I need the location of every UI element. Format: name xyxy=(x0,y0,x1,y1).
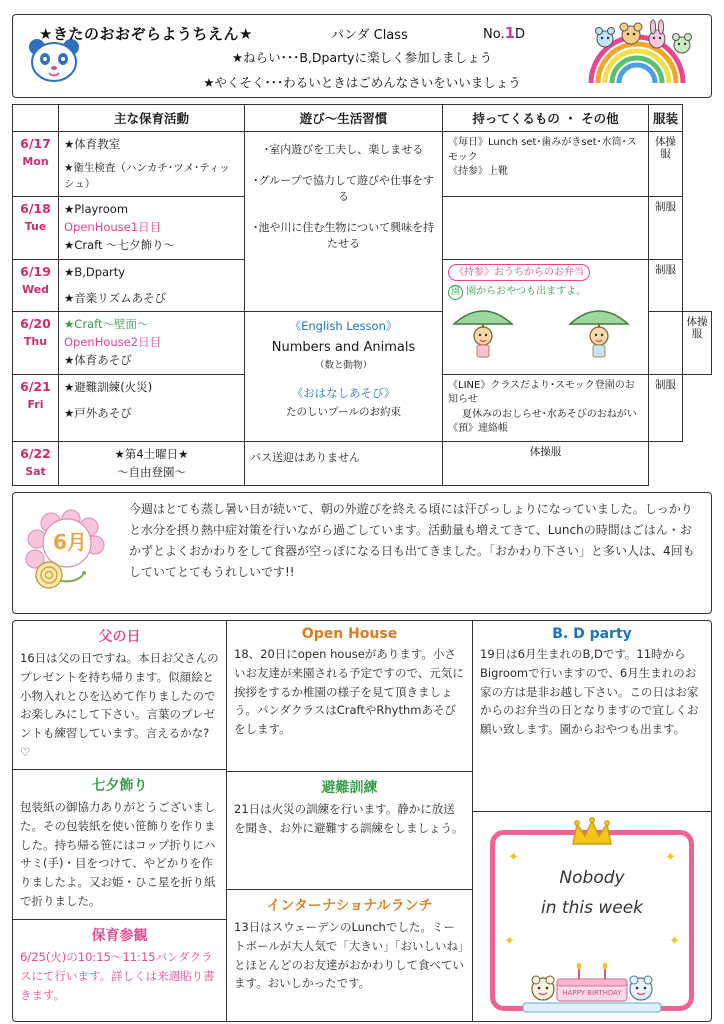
issue-number-label: No. xyxy=(483,27,505,42)
bus-notice: バス送迎はありません xyxy=(250,450,360,464)
activity-item: ★音楽リズムあそび xyxy=(64,290,167,305)
wear-fri xyxy=(649,374,683,441)
english-lesson-note: （数と動物） xyxy=(314,360,372,372)
panel-body: 13日はスウェーデンのLunchでした。ミートボールが大人気で「大きい」「おいしいね」とほとんどのお友達がおかわりして食べています。おいしかったです。 xyxy=(234,920,464,991)
col-date xyxy=(13,105,59,132)
panel-bd-party xyxy=(473,621,711,811)
bring-cell-wed xyxy=(443,259,649,374)
activity-item: ★戸外あそび xyxy=(64,405,132,420)
issue-number xyxy=(483,24,525,42)
wear-text: 体操服 xyxy=(686,316,708,341)
row-date-fri xyxy=(13,374,59,441)
play-item: ･室内遊びを工夫し、楽しませる xyxy=(263,143,424,156)
row-activities-sat xyxy=(59,441,245,486)
bring-item: 夏休みのおしらせ･水あそびのおねがい xyxy=(462,408,637,420)
cake-label: HAPPY BIRTHDAY xyxy=(562,989,622,998)
row-date-mon xyxy=(13,132,59,197)
bring-snack-note xyxy=(448,284,643,300)
bring-cell-fri xyxy=(443,374,649,441)
wear-sat xyxy=(443,441,649,486)
notes-column-right xyxy=(473,621,711,1021)
row-date-sat xyxy=(13,441,59,486)
bring-snack-text: 園からおやつも出ますよ。 xyxy=(466,285,587,297)
story-sub: たのしいプールのお約束 xyxy=(286,405,401,418)
activity-item: ★第4土曜日★ xyxy=(114,446,189,461)
day-value: Thu xyxy=(23,335,48,349)
date-value: 6/21 xyxy=(20,378,51,394)
day-value: Wed xyxy=(21,282,50,296)
panel-evacuation-drill xyxy=(227,771,472,889)
panel-body: 19日は6月生まれのB,Dです。11時からBigroomで行いますので、6月生まれのお家の方は是非お越し下さい。この日はお家からのお弁当の日となりますので宜しくお願い致します。園からおやつも出ます。 xyxy=(480,647,699,736)
bring-item: 《LINE》クラスだより･スモック登園のお知らせ xyxy=(448,379,635,406)
issue-number-value: 1 xyxy=(504,24,516,42)
story-title: 《おはなしあそび》 xyxy=(291,386,396,401)
birthday-line-1: Nobody xyxy=(559,868,625,889)
wear-mon xyxy=(649,132,683,197)
wear-text: 制服 xyxy=(655,263,676,276)
panel-body: 包装紙の御協力ありがとうございました。その包装紙を使い笹飾りを作りました。持ち帰る笹にはコップ折りにハサミ(手)・目をつけて、やどかりを作りましたよ。又お姫・ひこ星を折り紙で折りました。 xyxy=(20,800,216,908)
wear-thu xyxy=(683,312,712,374)
wear-text: 制服 xyxy=(655,378,676,391)
date-value: 6/22 xyxy=(20,445,51,461)
col-wear: 服装 xyxy=(649,105,683,132)
month-badge xyxy=(23,509,119,599)
date-value: 6/20 xyxy=(20,316,51,332)
activity-item: ★避難訓練(火災) xyxy=(64,379,153,394)
panel-class-observation xyxy=(13,919,226,1023)
date-value: 6/17 xyxy=(20,136,51,151)
col-bring: 持ってくるもの ・ その他 xyxy=(443,105,649,132)
english-lesson-cell xyxy=(245,312,443,441)
activity-item-openhouse: OpenHouse2日目 xyxy=(64,335,162,350)
kid-umbrella-icon-2 xyxy=(566,304,632,360)
notes-column-left xyxy=(13,621,227,1021)
panel-body: 16日は父の日ですね。本日お父さんのプレゼントを持ち帰ります。似顔絵と小物入れとひを込めて作りましたのでお楽しみにして下さい。言葉のプレゼントも練習しています。言えるかな?♡ xyxy=(20,651,219,759)
sparkle-icon: ✦ xyxy=(665,850,676,866)
flower-snail-icon xyxy=(23,509,119,599)
activity-item-openhouse: OpenHouse1日目 xyxy=(64,220,162,235)
birthday-cake-icon xyxy=(517,953,667,1015)
birthday-card xyxy=(480,816,704,1021)
play-cell xyxy=(245,132,443,312)
date-value: 6/19 xyxy=(20,263,51,279)
wear-wed xyxy=(649,259,683,312)
panel-title: 七夕飾り xyxy=(91,778,148,795)
wear-text: 体操服 xyxy=(529,445,562,458)
panel-open-house xyxy=(227,621,472,771)
row-activities-tue xyxy=(59,197,245,259)
activity-item: ★衛生検査（ハンカチ･ツメ･ティッシュ） xyxy=(64,161,230,191)
bring-item: 《持参》上靴 xyxy=(448,166,508,177)
aim-line: ★ねらい･･･B,Dpartyに楽しく参加しましょう xyxy=(231,50,493,65)
row-date-tue xyxy=(13,197,59,259)
table-row xyxy=(13,132,712,197)
bring-cell-tue xyxy=(443,197,649,259)
bring-cell-thu xyxy=(649,312,683,374)
table-header-row xyxy=(13,105,712,132)
date-value: 6/18 xyxy=(20,201,51,217)
kid-umbrella-icon xyxy=(450,304,516,360)
promise-line: ★やくそく･･･わるいときはごめんなさいをいいましょう xyxy=(203,75,521,90)
sparkle-icon: ✦ xyxy=(669,934,680,950)
day-value: Sat xyxy=(25,464,46,478)
bring-cell-sat xyxy=(245,441,443,486)
month-label: 6月 xyxy=(53,530,87,555)
bring-item: 《預》連絡帳 xyxy=(448,423,508,435)
english-lesson-sub: Numbers and Animals xyxy=(271,339,416,355)
panel-fathers-day xyxy=(13,621,226,769)
panel-body: 6/25(火)の10:15～11:15パンダクラスにて行います。詳しくは来週貼り書きます。 xyxy=(20,950,215,1002)
panel-title: インターナショナルランチ xyxy=(266,898,433,915)
activity-item: ★Craft ～七夕飾り～ xyxy=(64,237,176,252)
panel-body: 21日は火災の訓練を行います。静かに放送を聞き、お外に避難する訓練をしましょう。 xyxy=(234,802,464,836)
row-activities-fri xyxy=(59,374,245,441)
panel-title: 保育参観 xyxy=(91,928,148,945)
header xyxy=(12,14,712,98)
activity-item: ★体育教室 xyxy=(64,137,121,151)
panel-birthday-card xyxy=(473,811,711,1023)
panel-title: B. D party xyxy=(552,626,632,643)
en-circle-icon: 園 xyxy=(448,285,463,300)
panel-tanabata xyxy=(13,769,226,919)
row-date-thu xyxy=(13,312,59,374)
panel-title: Open House xyxy=(301,626,398,643)
bring-cell-mon xyxy=(443,132,649,197)
crown-icon xyxy=(569,816,615,850)
col-play: 遊び～生活習慣 xyxy=(245,105,443,132)
wear-tue xyxy=(649,197,683,259)
activity-item: ★B,Dparty xyxy=(64,264,126,279)
row-activities-mon xyxy=(59,132,245,197)
sparkle-icon: ✦ xyxy=(504,934,515,950)
sparkle-icon: ✦ xyxy=(508,850,519,866)
wear-text: 体操服 xyxy=(655,136,676,161)
row-activities-thu xyxy=(59,312,245,374)
panel-international-lunch xyxy=(227,889,472,1023)
notes-grid xyxy=(12,620,712,1022)
row-date-wed xyxy=(13,259,59,312)
english-lesson-title: 《English Lesson》 xyxy=(289,319,398,334)
issue-number-suffix: D xyxy=(515,27,526,42)
activity-item: ★Craft～壁面～ xyxy=(64,317,149,332)
panel-body: 18、20日にopen houseがあります。小さいお友達が来園される予定ですので、元気に挨拶をするか椎園の様子を見て頂きましょう。パンダクラスはCraftやRhythmあそびをします。 xyxy=(234,647,464,736)
row-activities-wed xyxy=(59,259,245,312)
panel-title: 避難訓練 xyxy=(321,780,378,797)
day-value: Mon xyxy=(22,154,49,168)
activity-item: ★体育あそび xyxy=(64,353,132,368)
monthly-message-block xyxy=(12,492,712,614)
wear-text: 制服 xyxy=(655,201,676,214)
birthday-line-2: in this week xyxy=(541,898,643,919)
weekly-schedule-table xyxy=(12,104,712,486)
table-row xyxy=(13,441,712,486)
day-value: Tue xyxy=(24,220,47,234)
class-name: パンダ Class xyxy=(331,28,408,43)
play-item: ･グループで協力して遊びや仕事をする xyxy=(253,173,434,203)
col-activities: 主な保育活動 xyxy=(59,105,245,132)
day-value: Fri xyxy=(27,397,44,411)
activity-item: ～自由登園～ xyxy=(117,464,186,479)
panel-title: 父の日 xyxy=(98,629,141,646)
bring-item: 《毎日》Lunch set･歯みがきset･水筒･スモック xyxy=(448,137,637,163)
bring-bento-note: 《持参》おうちからのお弁当 xyxy=(448,264,590,281)
monthly-message-text: 今週はとても蒸し暑い日が続いて、朝の外遊びを終える頃には汗びっしょりになっていました。しっかりと水分を摂り熱中症対策を行いながら過ごしています。活動量も増えてきて、Lunchの時間はごはん・おかずとよくおかわりをして食器が空っぽになる日も出てきました。「おかわり下さい」と多い人は、4回もしていてとてもうれしいです!! xyxy=(129,502,695,580)
school-title: ★きたのおおぞらようちえん★ xyxy=(39,25,253,43)
activity-item: ★Playroom xyxy=(64,202,129,217)
play-item: ･池や川に住む生物について興味を持たせる xyxy=(252,220,435,250)
notes-column-middle xyxy=(227,621,473,1021)
